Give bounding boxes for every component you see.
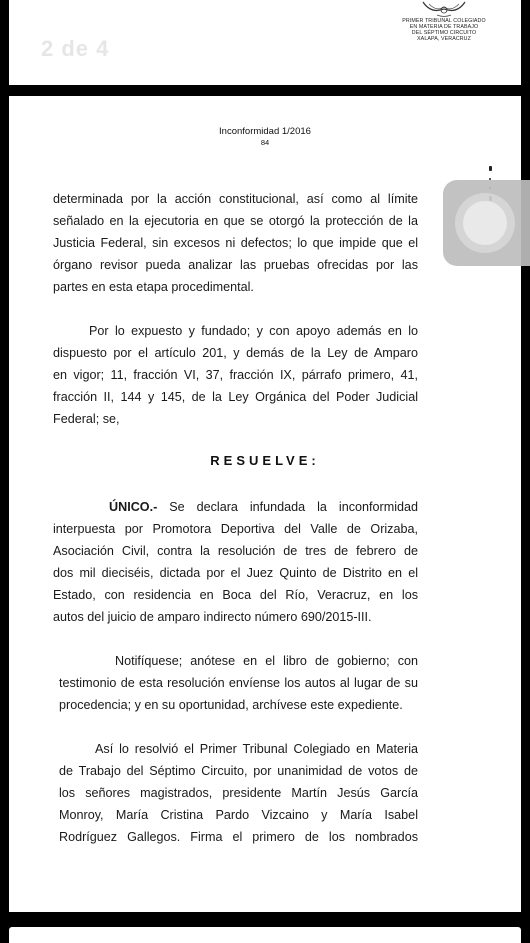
resolution-lead: ÚNICO.-	[109, 500, 158, 514]
text-line: en vigor; 11, fracción VI, 37, fracción IX, párrafo primero, 41,	[53, 368, 418, 382]
text-line: Monroy, María Cristina Pardo Vizcaino y María Isabel	[59, 808, 418, 822]
previous-page-fragment	[9, 0, 521, 85]
text-line: procedencia; y en su oportunidad, archívese este expediente.	[59, 698, 403, 712]
text-line: Notifíquese; anótese en el libro de gobierno; con	[115, 654, 418, 668]
text-line: testimonio de esta resolución envíense los autos al lugar de su	[59, 676, 418, 690]
seal-line: PRIMER TRIBUNAL COLEGIADO	[402, 18, 486, 24]
eagle-emblem-icon	[419, 0, 469, 18]
text-line: dos mil dieciséis, dictada por el Juez Quinto de Distrito en el	[53, 566, 418, 580]
text-line: de Trabajo del Séptimo Circuito, por unanimidad de votos de	[59, 764, 418, 778]
seal-line: EN MATERIA DE TRABAJO	[409, 24, 479, 30]
text-line: Asociación Civil, contra la resolución de tres de febrero de	[53, 544, 418, 558]
text-line: Justicia Federal, sin excesos ni defectos; lo que impide que el	[53, 236, 418, 250]
seal-line: DEL SÉPTIMO CIRCUITO	[411, 30, 477, 36]
text-line: partes en esta etapa procedimental.	[53, 280, 254, 294]
court-seal	[399, 0, 489, 52]
paragraph-reasoning	[53, 188, 418, 298]
paragraph-signatures	[59, 738, 418, 848]
text-line: los señores magistrados, presidente Martín Jesús García	[59, 786, 418, 800]
floating-assistive-button[interactable]	[443, 180, 530, 266]
text-line: Estado, con residencia en Boca del Río, Veracruz, en los	[53, 588, 418, 602]
text-line: Federal; se,	[53, 412, 120, 426]
page-indicator: 2 de 4	[41, 36, 110, 61]
text-line: Así lo resolvió el Primer Tribunal Colegiado en Materia	[95, 742, 418, 756]
text-line: determinada por la acción constitucional, así como al límite	[53, 192, 418, 206]
paragraph-legal-basis	[53, 320, 418, 430]
text-line: Rodríguez Gallegos. Firma el primero de los nombrados	[59, 830, 418, 844]
next-page-fragment	[9, 927, 521, 943]
text-line: fracción II, 144 y 145, de la Ley Orgánica del Poder Judicial	[53, 390, 418, 404]
seal-line: XALAPA, VERACRUZ	[417, 36, 471, 42]
paragraph-notification	[59, 650, 418, 716]
text-line	[53, 496, 418, 518]
text-fragment: Se declara infundada la inconformidad	[157, 500, 418, 514]
resolution-heading: RESUELVE:	[210, 453, 320, 468]
text-line: señalado en la ejecutoria en que se otorgó la protección de la	[53, 214, 418, 228]
page-number: 84	[260, 138, 270, 147]
text-line: órgano revisor pueda analizar las pruebas ofrecidas por las	[53, 258, 418, 272]
button-center-icon	[463, 201, 507, 245]
text-line: Por lo expuesto y fundado; y con apoyo además en lo	[89, 324, 418, 338]
paragraph-resolution	[53, 496, 418, 628]
case-number: Inconformidad 1/2016	[219, 126, 311, 137]
text-line: interpuesta por Promotora Deportiva del Valle de Orizaba,	[53, 522, 418, 536]
text-line: dispuesto por el artículo 201, y demás de la Ley de Amparo	[53, 346, 418, 360]
text-line: autos del juicio de amparo indirecto número 690/2015-III.	[53, 610, 372, 624]
